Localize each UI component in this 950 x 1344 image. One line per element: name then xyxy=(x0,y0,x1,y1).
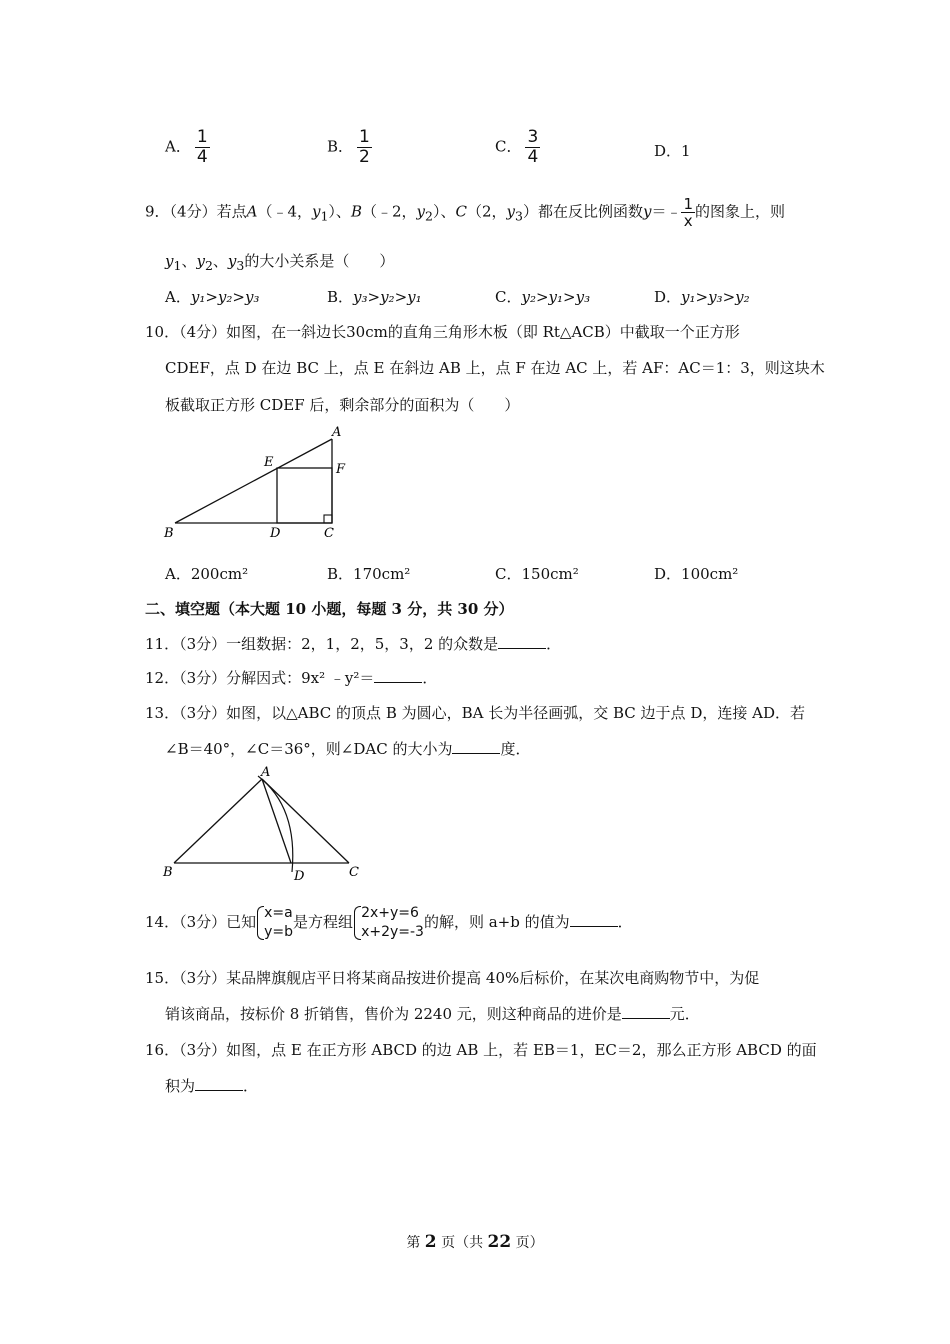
section2-title: 二、填空题（本大题 10 小题，每题 3 分，共 30 分） xyxy=(145,600,514,618)
equation-system: 2x+y=6 x+2y=-3 xyxy=(353,904,424,942)
answer-blank xyxy=(570,912,618,927)
solution-system: x=a y=b xyxy=(256,904,293,942)
q10-option-d: D．100cm² xyxy=(654,565,739,583)
q8-option-c: C． $\frac{3}{4}$ xyxy=(495,127,539,167)
q9-option-b: B．y₃>y₂>y₁ xyxy=(327,288,422,306)
fraction: $\frac{1}{x}$ xyxy=(683,195,693,230)
q15-line2: 销该商品，按标价 8 折销售，售价为 2240 元，则这种商品的进价是 元． xyxy=(165,1005,700,1023)
label-a: A xyxy=(261,765,271,780)
q10-option-a: A．200cm² xyxy=(165,565,249,583)
q13-line2: ∠B＝40°，∠C＝36°，则∠DAC 的大小为 度． xyxy=(165,740,531,758)
answer-blank xyxy=(195,1076,243,1091)
q8-option-b: B． $\frac{1}{2}$ xyxy=(327,127,370,167)
q11: 11．（3分）一组数据：2，1，2，5，3，2 的众数是 ． xyxy=(145,635,562,653)
fraction: $\frac{3}{4}$ xyxy=(527,127,539,167)
label-c: C xyxy=(349,865,359,880)
label-b: B xyxy=(164,526,174,541)
segment-ba xyxy=(174,779,262,863)
answer-blank xyxy=(622,1004,670,1019)
q13-line1: 13．（3分）如图，以△ABC 的顶点 B 为圆心，BA 长为半径画弧，交 BC 边于点 D，连接 AD．若 xyxy=(145,704,805,722)
segment-ac xyxy=(262,779,349,863)
label-c: C xyxy=(324,526,334,541)
page-footer: 第 2 页（共 22 页） xyxy=(406,1232,544,1252)
arc-bd xyxy=(258,776,293,872)
q16-line1: 16．（3分）如图，点 E 在正方形 ABCD 的边 AB 上，若 EB＝1，EC＝2，那么正方形 ABCD 的面 xyxy=(145,1041,817,1059)
segment-ab xyxy=(175,439,332,523)
q10-option-c: C．150cm² xyxy=(495,565,579,583)
page-number: 2 xyxy=(424,1232,437,1252)
q14: 14．（3分）已知 x=a y=b 是方程组 2x+y=6 x+2y=-3 的解，则 a+b 的值为 ． xyxy=(145,905,633,940)
q10-figure xyxy=(160,420,360,545)
q8-option-a: A． $\frac{1}{4}$ xyxy=(165,127,208,167)
label-d: D xyxy=(294,869,305,884)
answer-blank xyxy=(452,739,500,754)
label-b: B xyxy=(163,865,173,880)
q10-line3: 板截取正方形 CDEF 后，剩余部分的面积为（ ） xyxy=(165,396,520,414)
answer-blank xyxy=(374,668,422,683)
label-d: D xyxy=(270,526,281,541)
answer-blank xyxy=(498,634,546,649)
fraction: $\frac{1}{4}$ xyxy=(196,127,208,167)
q9-line2: $y_1$、$y_2$、$y_3$的大小关系是（ ） xyxy=(165,252,395,273)
q9-option-a: A．y₁>y₂>y₃ xyxy=(165,288,260,306)
q13-figure xyxy=(158,762,368,887)
q15-line1: 15．（3分）某品牌旗舰店平日将某商品按进价提高 40%后标价，在某次电商购物节中，为促 xyxy=(145,969,760,987)
fraction: $\frac{1}{2}$ xyxy=(359,127,370,167)
total-pages: 22 xyxy=(487,1232,512,1252)
q10-line1: 10．（4分）如图，在一斜边长30cm的直角三角形木板（即 Rt△ACB）中截取一个正方形 xyxy=(145,323,740,341)
q12: 12．（3分）分解因式：9x² ﹣y²＝ ． xyxy=(145,669,438,687)
label-e: E xyxy=(264,455,274,470)
q10-line2: CDEF，点 D 在边 BC 上，点 E 在斜边 AB 上，点 F 在边 AC 上，若 AF：AC＝1：3，则这块木 xyxy=(165,359,825,377)
segment-ad xyxy=(262,779,291,863)
q9-stem: 9．（4分）若点A（﹣4，$y_1$）、B（﹣2，$y_2$）、C（2，$y_3$）都在反比例函数y＝﹣ $\frac{1}{x}$ 的图象上，则 xyxy=(145,195,786,230)
q16-line2: 积为 ． xyxy=(165,1077,259,1095)
q10-option-b: B．170cm² xyxy=(327,565,411,583)
q8-option-d: D．1 xyxy=(654,142,691,160)
right-angle-mark xyxy=(324,515,332,523)
q9-option-c: C．y₂>y₁>y₃ xyxy=(495,288,591,306)
label-a: A xyxy=(332,425,342,440)
label-f: F xyxy=(336,462,346,477)
q9-option-d: D．y₁>y₃>y₂ xyxy=(654,288,750,306)
